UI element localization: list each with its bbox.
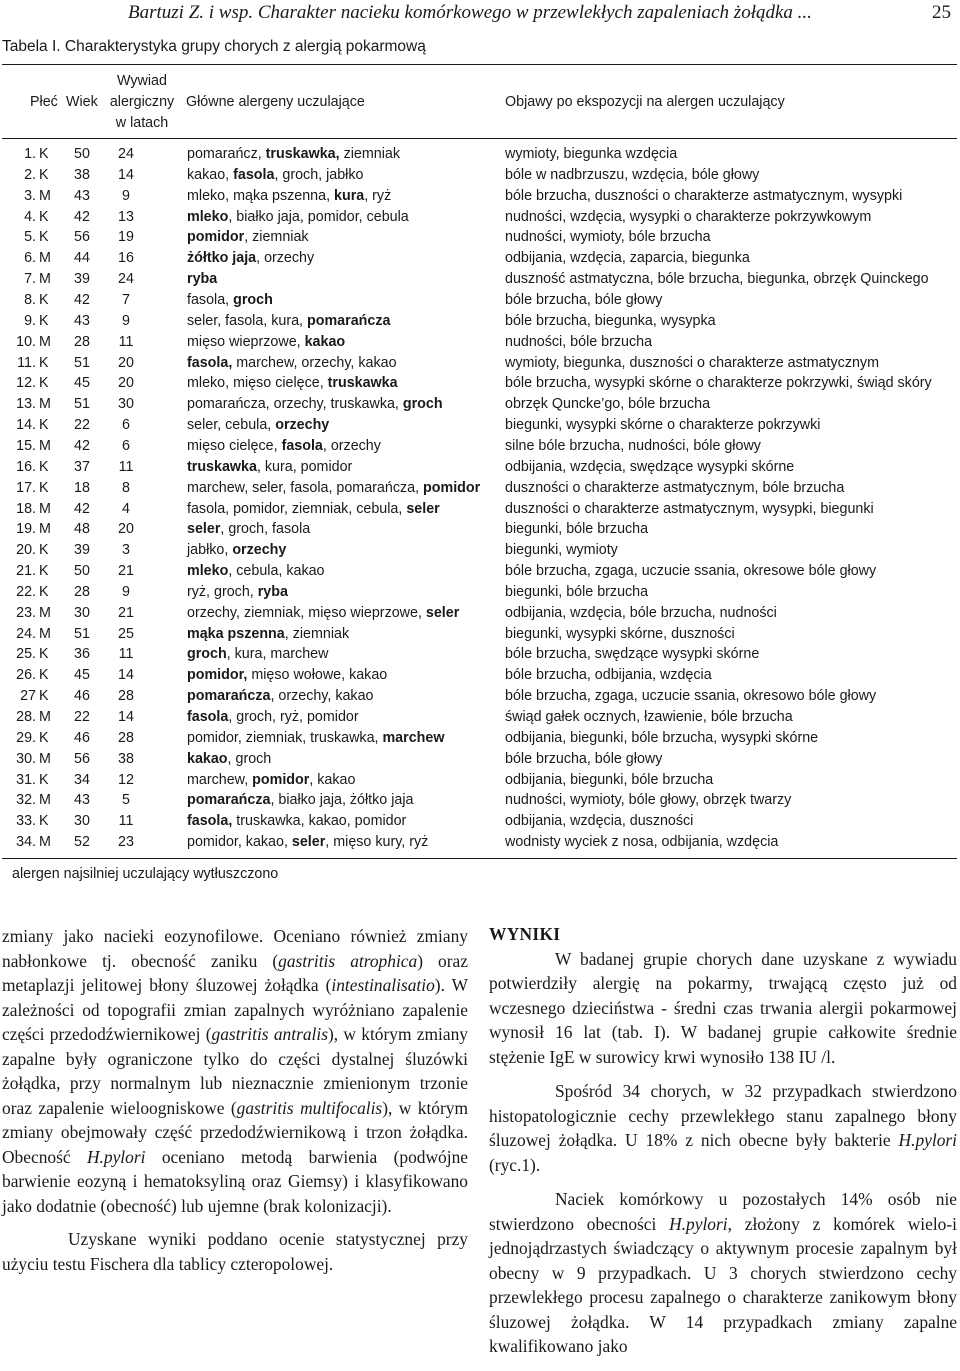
row-symptoms: silne bóle brzucha, nudności, bóle głowy — [505, 437, 761, 454]
row-history-years: 20 — [118, 521, 134, 538]
row-symptoms: nudności, wymioty, bóle brzucha — [505, 229, 711, 246]
header-age: Wiek — [66, 94, 98, 110]
strongest-allergen: fasola — [233, 166, 275, 183]
row-age: 18 — [74, 479, 90, 496]
strongest-allergen: seler — [291, 834, 326, 851]
row-age: 43 — [74, 312, 90, 329]
row-sex: K — [39, 813, 49, 830]
row-symptoms: odbijania, wzdęcia, zaparcia, biegunka — [505, 250, 750, 267]
row-history-years: 20 — [118, 375, 134, 392]
row-number: 34. — [16, 834, 36, 851]
strongest-allergen: pomidor, — [187, 667, 248, 684]
row-number: 17. — [16, 479, 36, 496]
strongest-allergen: ryba — [187, 271, 218, 288]
table-caption: Tabela I. Charakterystyka grupy chorych z alergią pokarmową — [2, 38, 426, 55]
row-sex: K — [39, 458, 49, 475]
table-row — [0, 394, 960, 415]
table-row — [0, 290, 960, 311]
strongest-allergen: pomarańcza — [307, 312, 391, 329]
row-age: 42 — [74, 292, 90, 308]
row-symptoms: biegunki, wymioty — [505, 542, 618, 559]
row-symptoms: bóle brzucha, biegunka, wysypka — [505, 312, 716, 329]
row-allergens: mleko, mięso cielęce, truskawka — [187, 375, 398, 392]
row-number: 12. — [16, 375, 36, 392]
row-sex: M — [39, 792, 51, 809]
row-number: 5. — [24, 229, 36, 246]
row-number: 27 — [20, 688, 36, 705]
row-age: 43 — [74, 792, 90, 809]
table-row — [0, 770, 960, 791]
table-row — [0, 644, 960, 665]
row-number: 13. — [16, 396, 36, 413]
strongest-allergen: fasola — [187, 709, 229, 725]
table-row — [0, 478, 960, 499]
table-row — [0, 165, 960, 186]
row-age: 38 — [74, 166, 90, 183]
row-symptoms: świąd gałek ocznych, łzawienie, bóle brzucha — [505, 709, 793, 725]
row-symptoms: odbijania, biegunki, bóle brzucha — [505, 771, 714, 788]
row-sex: M — [39, 709, 51, 725]
row-allergens: mleko, cebula, kakao — [187, 563, 325, 579]
row-symptoms: bóle brzucha, swędzące wysypki skórne — [505, 646, 760, 663]
row-history-years: 20 — [118, 354, 134, 371]
row-allergens: mąka pszenna, ziemniak — [187, 625, 350, 642]
row-allergens: seler, fasola, kura, pomarańcza — [187, 312, 391, 329]
row-symptoms: bóle brzucha, zgaga, uczucie ssania, okresowe bóle głowy — [505, 563, 877, 579]
table-row — [0, 832, 960, 853]
row-age: 51 — [74, 354, 90, 371]
row-sex: M — [39, 750, 51, 767]
strongest-allergen: marchew — [382, 729, 445, 746]
table-row — [0, 457, 960, 478]
row-symptoms: wymioty, biegunka, duszności o charakterze astmatycznym — [505, 354, 879, 371]
row-number: 33. — [16, 813, 36, 830]
row-history-years: 14 — [118, 667, 134, 684]
table-row — [0, 248, 960, 269]
row-history-years: 21 — [118, 604, 134, 621]
strongest-allergen: groch — [233, 292, 273, 308]
row-history-years: 11 — [118, 333, 134, 350]
row-allergens: pomidor, mięso wołowe, kakao — [187, 667, 388, 684]
header-history-2: alergiczny — [109, 94, 175, 110]
row-sex: M — [39, 333, 51, 350]
row-symptoms: wodnisty wyciek z nosa, odbijania, wzdęcia — [505, 834, 779, 851]
row-history-years: 4 — [122, 500, 130, 517]
row-symptoms: biegunki, wysypki skórne o charakterze pokrzywki — [505, 417, 821, 434]
row-number: 21. — [16, 563, 36, 579]
row-sex: K — [39, 312, 49, 329]
row-allergens: pomarańcza, orzechy, truskawka, groch — [187, 396, 443, 413]
table-row — [0, 373, 960, 394]
row-sex: M — [39, 521, 51, 538]
row-symptoms: odbijania, biegunki, bóle brzucha, wysypki skórne — [505, 729, 819, 746]
row-allergens: groch, kura, marchew — [187, 646, 329, 663]
row-age: 39 — [74, 271, 90, 288]
row-allergens: jabłko, orzechy — [187, 542, 287, 559]
table-header-rule — [2, 138, 957, 139]
row-allergens: orzechy, ziemniak, mięso wieprzowe, seler — [187, 604, 460, 621]
row-number: 14. — [16, 417, 36, 434]
row-history-years: 19 — [118, 229, 134, 246]
table-top-rule — [2, 64, 957, 65]
row-number: 10. — [16, 333, 36, 350]
row-allergens: mleko, mąka pszenna, kura, ryż — [187, 187, 392, 204]
row-age: 45 — [74, 375, 90, 392]
row-number: 18. — [16, 500, 36, 517]
row-age: 28 — [74, 333, 90, 350]
strongest-allergen: pomidor — [187, 229, 245, 246]
row-symptoms: biegunki, wysypki skórne, duszności — [505, 625, 735, 642]
strongest-allergen: seler — [187, 521, 221, 538]
row-age: 37 — [74, 458, 90, 475]
row-age: 22 — [74, 417, 90, 434]
table-row — [0, 269, 960, 290]
strongest-allergen: ryba — [257, 583, 288, 600]
row-history-years: 5 — [122, 792, 130, 809]
row-age: 51 — [74, 396, 90, 413]
strongest-allergen: kura — [334, 187, 365, 204]
row-number: 19. — [16, 521, 36, 538]
row-allergens: fasola, pomidor, ziemniak, cebula, seler — [187, 500, 440, 517]
row-symptoms: biegunki, bóle brzucha — [505, 521, 649, 538]
row-sex: M — [39, 500, 51, 517]
strongest-allergen: seler — [425, 604, 460, 621]
row-history-years: 7 — [122, 292, 130, 308]
left-text-column — [2, 924, 468, 1276]
row-age: 50 — [74, 146, 90, 162]
row-history-years: 16 — [118, 250, 134, 267]
row-number: 11. — [17, 354, 36, 371]
left-paragraph-2: Uzyskane wyniki poddano ocenie statystycznej przy użyciu testu Fischera dla tablicy czteropolowej. — [2, 1229, 468, 1274]
row-history-years: 6 — [122, 437, 130, 454]
row-age: 48 — [74, 521, 90, 538]
section-heading-results: WYNIKI — [489, 924, 561, 944]
row-history-years: 25 — [118, 625, 134, 642]
header-symptoms: Objawy po ekspozycji na alergen uczulający — [505, 94, 785, 110]
row-allergens: marchew, seler, fasola, pomarańcza, pomidor — [187, 479, 481, 496]
row-age: 43 — [74, 187, 90, 204]
header-history-1: Wywiad — [117, 73, 167, 89]
table-footnote: alergen najsilniej uczulający wytłuszczono — [12, 866, 279, 882]
row-symptoms: bóle brzucha, odbijania, wzdęcia — [505, 667, 712, 684]
row-symptoms: bóle brzucha, bóle głowy — [505, 750, 663, 767]
row-history-years: 9 — [122, 312, 130, 329]
row-number: 23. — [16, 604, 36, 621]
row-symptoms: obrzęk Quncke’go, bóle brzucha — [505, 396, 711, 413]
row-symptoms: biegunki, bóle brzucha — [505, 583, 649, 600]
row-history-years: 8 — [122, 479, 130, 496]
row-number: 2. — [24, 166, 36, 183]
row-sex: K — [39, 417, 49, 434]
strongest-allergen: orzechy — [275, 417, 330, 434]
table-row — [0, 144, 960, 165]
row-number: 29. — [16, 729, 36, 746]
row-symptoms: duszności o charakterze astmatycznym, wysypki, biegunki — [505, 500, 874, 517]
table-row — [0, 665, 960, 686]
table-row — [0, 811, 960, 832]
right-paragraph-3: Naciek komórkowy u pozostałych 14% osób nie stwierdzono obecności H.pylori, złożony z komórek wielo-i jednojądrzastych świadczący o aktywnym procesie zapalnym był obecny w 9 przypadkach. U 3 chorych stwierdzono cechy przewlekłego procesu zapalnego o charakterze zanikowym błony śluzowej żołądka. W 14 przypadkach zmiany zapalne kwalifikowano jako — [489, 1189, 957, 1356]
row-number: 25. — [16, 646, 36, 663]
row-sex: K — [39, 563, 49, 579]
row-allergens: seler, cebula, orzechy — [187, 417, 330, 434]
row-allergens: mięso cielęce, fasola, orzechy — [187, 437, 381, 454]
row-symptoms: bóle brzucha, bóle głowy — [505, 292, 663, 308]
row-symptoms: duszności o charakterze astmatycznym, bóle brzucha — [505, 479, 845, 496]
row-number: 6. — [24, 250, 36, 267]
row-sex: K — [39, 667, 49, 684]
header-history-3: w latach — [115, 115, 169, 131]
row-history-years: 11 — [118, 813, 134, 830]
row-history-years: 24 — [118, 271, 134, 288]
row-history-years: 38 — [118, 750, 134, 767]
table-row — [0, 707, 960, 728]
row-allergens: fasola, truskawka, kakao, pomidor — [187, 813, 407, 830]
row-history-years: 11 — [118, 646, 134, 663]
row-history-years: 28 — [118, 729, 134, 746]
row-symptoms: nudności, wzdęcia, wysypki o charakterze pokrzywkowym — [505, 208, 872, 225]
row-history-years: 12 — [118, 771, 134, 788]
strongest-allergen: pomidor — [252, 771, 310, 788]
header-allergens: Główne alergeny uczulające — [186, 94, 365, 110]
row-allergens — [187, 269, 217, 290]
table-row — [0, 499, 960, 520]
row-symptoms: duszność astmatyczna, bóle brzucha, biegunka, obrzęk Quinckego — [505, 271, 929, 288]
row-number: 8. — [24, 292, 36, 308]
page-number: 25 — [932, 2, 951, 23]
row-allergens: mięso wieprzowe, kakao — [187, 333, 346, 350]
header-sex: Płeć — [30, 94, 58, 110]
row-sex: K — [39, 583, 49, 600]
strongest-allergen: seler — [406, 500, 440, 517]
strongest-allergen: fasola, — [187, 354, 233, 371]
table-row — [0, 207, 960, 228]
row-symptoms: wymioty, biegunka wzdęcia — [505, 146, 678, 162]
row-age: 44 — [74, 250, 90, 267]
running-title: Bartuzi Z. i wsp. Charakter nacieku komórkowego w przewlekłych zapaleniach żołądka ... — [128, 2, 812, 23]
row-symptoms: bóle w nadbrzuszu, wzdęcia, bóle głowy — [505, 166, 760, 183]
row-symptoms: nudności, bóle brzucha — [505, 333, 653, 350]
table-row — [0, 227, 960, 248]
table-row — [0, 790, 960, 811]
row-allergens: pomarańcza, białko jaja, żółtko jaja — [187, 792, 414, 809]
row-age: 42 — [74, 437, 90, 454]
row-allergens: fasola, groch — [187, 292, 273, 308]
row-age: 46 — [74, 688, 90, 705]
row-allergens: ryż, groch, ryba — [187, 583, 288, 600]
row-sex: K — [39, 479, 49, 496]
row-sex: M — [39, 604, 51, 621]
row-symptoms: nudności, wymioty, bóle głowy, obrzęk twarzy — [505, 792, 792, 809]
right-paragraph-1: W badanej grupie chorych dane uzyskane z wywiadu potwierdziły alergię na pokarmy, trwającą często już od wczesnego dzieciństwa - średni czas trwania alergii pokarmowej wynosił 16 lat (tab. I). W badanej grupie całkowite średnie stężenie IgE w surowicy krwi wynosiło 138 IU /l. — [489, 948, 957, 1067]
row-number: 4. — [24, 208, 36, 225]
row-allergens: pomidor, ziemniak, truskawka, marchew — [187, 729, 445, 746]
table-row — [0, 311, 960, 332]
row-sex: K — [39, 729, 49, 746]
table-row — [0, 436, 960, 457]
row-age: 42 — [74, 500, 90, 517]
row-history-years: 11 — [118, 458, 134, 475]
row-number: 20. — [16, 542, 36, 559]
row-allergens: fasola, groch, ryż, pomidor — [187, 709, 359, 725]
row-age: 51 — [74, 625, 90, 642]
left-paragraph-1: zmiany jako nacieki eozynofilowe. Oceniano również zmiany nabłonkowe tj. obecność zaniku (gastritis atrophica) oraz metaplazji jelitowej błony śluzowej żołądka (intestinalisatio). W zależności od topografii zmian zapalnych wyróżniano zapalenie części przedodźwiernikowej (gastritis antralis), w którym zmiany zapalne były ograniczone tylko do części dystalnej śluzówki żołądka, przy normalnym lub nieznacznie zmienionym trzonie oraz zapalenie wieloogniskowe (gastritis multifocalis), w którym zmiany obejmowały część przedodźwiernikową i trzon żołądka. Obecność H.pylori oceniano metodą barwienia (podwójne barwienie eozyną i hematoksyliną oraz Giemsy) i klasyfikowano jako dodatnie (obecność) lub ujemne (brak kolonizacji). — [2, 926, 469, 1216]
table-row — [0, 749, 960, 770]
row-sex: M — [39, 250, 51, 267]
table-row — [0, 353, 960, 374]
row-sex: M — [39, 271, 51, 288]
strongest-allergen: groch — [187, 646, 227, 663]
row-symptoms: bóle brzucha, wysypki skórne o charakterze pokrzywki, świąd skóry — [505, 375, 932, 392]
row-number: 1. — [24, 146, 36, 162]
row-sex: K — [39, 292, 49, 308]
row-allergens: marchew, pomidor, kakao — [187, 771, 356, 788]
row-sex: K — [39, 375, 49, 392]
strongest-allergen: fasola, — [187, 813, 233, 830]
row-history-years: 14 — [118, 709, 134, 725]
strongest-allergen: mleko — [187, 208, 229, 225]
row-age: 45 — [74, 667, 90, 684]
row-allergens: pomidor, kakao, seler, mięso kury, ryż — [187, 834, 429, 851]
row-allergens: truskawka, kura, pomidor — [187, 458, 353, 475]
strongest-allergen: truskawka — [187, 458, 257, 475]
table-row — [0, 519, 960, 540]
strongest-allergen: kakao — [187, 750, 228, 767]
table-row — [0, 415, 960, 436]
row-allergens: fasola, marchew, orzechy, kakao — [187, 354, 397, 371]
strongest-allergen: żółtko jaja — [187, 250, 257, 267]
right-paragraph-2: Spośród 34 chorych, w 32 przypadkach stwierdzono histopatologicznie cechy przewlekłego stanu zapalnego błony śluzowej żołądka. U 18% z nich obecne były bakterie H.pylori (ryc.1). — [489, 1081, 957, 1175]
row-age: 56 — [74, 750, 90, 767]
running-header — [0, 0, 960, 30]
strongest-allergen: pomarańcza — [187, 792, 271, 809]
right-text-column — [489, 922, 957, 1359]
row-sex: K — [39, 646, 49, 663]
row-sex: M — [39, 437, 51, 454]
row-symptoms: odbijania, wzdęcia, duszności — [505, 813, 694, 830]
row-number: 22. — [16, 583, 36, 600]
table-row — [0, 186, 960, 207]
row-history-years: 9 — [122, 583, 130, 600]
row-sex: K — [39, 771, 49, 788]
row-number: 15. — [16, 437, 36, 454]
row-age: 30 — [74, 604, 90, 621]
row-history-years: 13 — [118, 208, 134, 225]
row-sex: M — [39, 625, 51, 642]
row-allergens: kakao, groch — [187, 750, 272, 767]
row-number: 16. — [16, 458, 36, 475]
row-allergens: seler, groch, fasola — [187, 521, 311, 538]
table-row — [0, 561, 960, 582]
row-symptoms: bóle brzucha, duszności o charakterze astmatycznym, wysypki — [505, 187, 903, 204]
row-number: 3. — [24, 187, 36, 204]
strongest-allergen: pomarańcza — [187, 688, 271, 705]
row-age: 28 — [74, 583, 90, 600]
table-row — [0, 332, 960, 353]
row-number: 24. — [16, 625, 36, 642]
row-number: 28. — [16, 709, 36, 725]
row-history-years: 23 — [118, 834, 134, 851]
row-number: 30. — [16, 750, 36, 767]
row-age: 56 — [74, 229, 90, 246]
table-row — [0, 624, 960, 645]
strongest-allergen: mąka pszenna — [187, 625, 285, 642]
table-row — [0, 582, 960, 603]
row-symptoms: bóle brzucha, zgaga, uczucie ssania, okresowo bóle głowy — [505, 688, 877, 705]
row-sex: K — [39, 354, 49, 371]
row-sex: M — [39, 834, 51, 851]
row-allergens: pomidor, ziemniak — [187, 229, 309, 246]
row-history-years: 28 — [118, 688, 134, 705]
row-age: 46 — [74, 729, 90, 746]
row-sex: K — [39, 229, 49, 246]
row-sex: M — [39, 396, 51, 413]
row-age: 30 — [74, 813, 90, 830]
strongest-allergen: kakao — [304, 333, 346, 350]
table-row — [0, 540, 960, 561]
table-row — [0, 603, 960, 624]
row-sex: K — [39, 542, 49, 559]
row-age: 22 — [74, 709, 90, 725]
row-symptoms: odbijania, wzdęcia, bóle brzucha, nudności — [505, 604, 777, 621]
strongest-allergen: truskawka — [327, 375, 398, 392]
row-allergens: pomarańcza, orzechy, kakao — [187, 688, 374, 705]
strongest-allergen: truskawka, — [265, 146, 340, 162]
row-history-years: 3 — [122, 542, 130, 559]
row-sex: K — [39, 146, 49, 162]
row-history-years: 24 — [118, 146, 134, 162]
strongest-allergen: groch — [402, 396, 443, 413]
row-history-years: 6 — [122, 417, 130, 434]
row-history-years: 30 — [118, 396, 134, 413]
row-allergens: żółtko jaja, orzechy — [187, 250, 315, 267]
row-allergens: kakao, fasola, groch, jabłko — [187, 166, 364, 183]
row-number: 9. — [24, 312, 36, 329]
strongest-allergen: mleko — [187, 563, 229, 579]
strongest-allergen: orzechy — [232, 542, 287, 559]
row-history-years: 9 — [122, 187, 130, 204]
row-allergens: mleko, białko jaja, pomidor, cebula — [187, 208, 409, 225]
table-row — [0, 686, 960, 707]
row-age: 39 — [74, 542, 90, 559]
table-row — [0, 728, 960, 749]
strongest-allergen: fasola — [281, 437, 323, 454]
row-sex: K — [39, 208, 49, 225]
row-age: 52 — [74, 834, 90, 851]
row-age: 36 — [74, 646, 90, 663]
row-number: 7. — [24, 271, 36, 288]
row-symptoms: odbijania, wzdęcia, swędzące wysypki skórne — [505, 458, 795, 475]
row-history-years: 14 — [118, 166, 134, 183]
row-history-years: 21 — [118, 563, 134, 579]
row-number: 26. — [16, 667, 36, 684]
row-sex: K — [39, 688, 49, 705]
row-age: 34 — [74, 771, 90, 788]
row-age: 50 — [74, 563, 90, 579]
strongest-allergen: pomidor — [423, 479, 481, 496]
row-age: 42 — [74, 208, 90, 225]
row-sex: K — [39, 166, 49, 183]
row-number: 32. — [16, 792, 36, 809]
row-allergens: pomarańcz, truskawka, ziemniak — [187, 146, 400, 162]
row-number: 31. — [16, 771, 36, 788]
row-sex: M — [39, 187, 51, 204]
table-bottom-rule — [2, 858, 957, 859]
